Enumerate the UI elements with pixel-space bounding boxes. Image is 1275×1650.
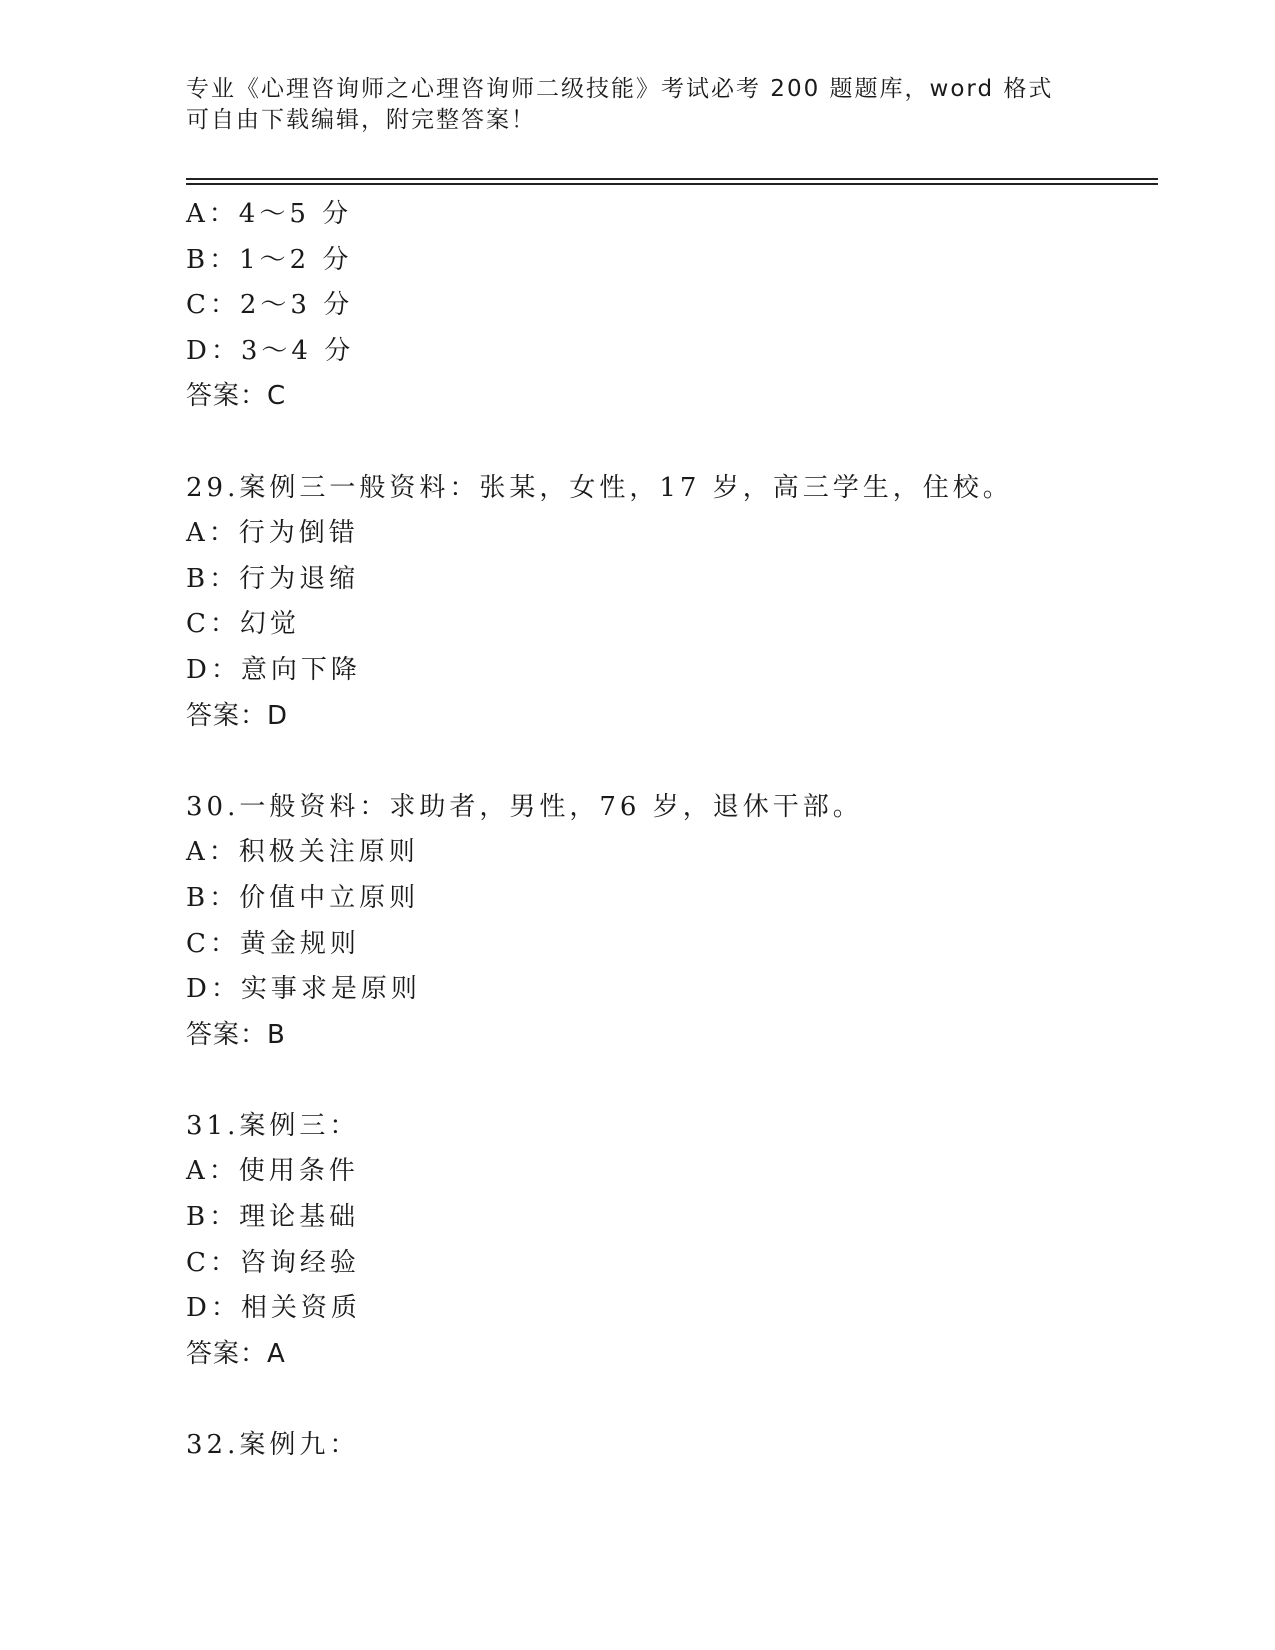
document-header: 专业《心理咨询师之心理咨询师二级技能》考试必考 200 题题库，word 格式可自由下载编辑，附完整答案！	[186, 76, 1054, 133]
question-29	[186, 466, 1158, 740]
question-30	[186, 785, 1158, 1059]
partial-question	[186, 192, 1158, 420]
header-divider	[186, 178, 1158, 185]
option-d: D：意向下降	[186, 654, 361, 685]
option-a: A：积极关注原则	[186, 837, 419, 868]
question-title: 32.案例九：	[186, 1430, 360, 1461]
question-31	[186, 1104, 1158, 1378]
option-b: B：价值中立原则	[186, 882, 420, 913]
spacer	[186, 739, 1158, 785]
option-c: C：2～3 分	[186, 290, 354, 321]
answer: 答案：B	[186, 1019, 286, 1050]
question-list	[186, 192, 1158, 1469]
option-c: C：黄金规则	[186, 928, 360, 959]
spacer	[186, 420, 1158, 466]
answer: 答案：A	[186, 1338, 286, 1369]
option-b: B：行为退缩	[186, 563, 360, 594]
spacer	[186, 1377, 1158, 1423]
option-d: D：相关资质	[186, 1293, 361, 1324]
question-title: 31.案例三：	[186, 1110, 360, 1141]
question-title: 29.案例三一般资料：张某，女性，17 岁，高三学生，住校。	[186, 472, 1013, 503]
option-d: D：实事求是原则	[186, 974, 421, 1005]
option-c: C：幻觉	[186, 609, 300, 640]
question-title: 30.一般资料：求助者，男性，76 岁，退休干部。	[186, 791, 863, 822]
answer: 答案：D	[186, 700, 289, 731]
option-a: A：使用条件	[186, 1156, 359, 1187]
option-a: A：4～5 分	[186, 199, 353, 229]
spacer	[186, 1058, 1158, 1104]
option-a: A：行为倒错	[186, 518, 359, 549]
question-32	[186, 1423, 1158, 1469]
option-d: D：3～4 分	[186, 335, 355, 366]
option-b: B：理论基础	[186, 1202, 360, 1233]
answer: 答案：C	[186, 381, 287, 412]
option-b: B：1～2 分	[186, 244, 353, 275]
option-c: C：咨询经验	[186, 1247, 360, 1278]
